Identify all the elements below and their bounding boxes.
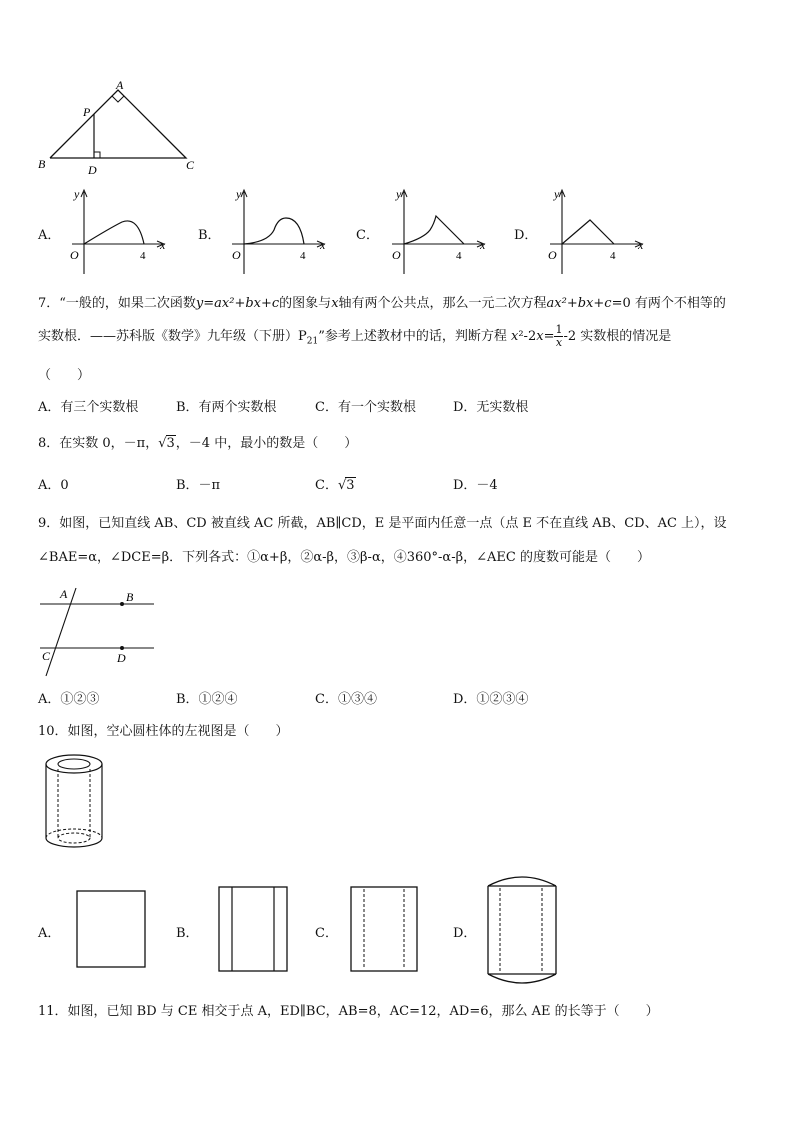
q8-option-d[interactable]: D．－4 xyxy=(453,478,498,493)
hollow-cylinder-figure xyxy=(42,752,112,852)
q6-graph-c xyxy=(382,186,492,276)
label-D: D xyxy=(88,163,97,177)
q7-option-d[interactable]: D．无实数根 xyxy=(453,400,529,415)
label-B: B xyxy=(126,590,134,604)
svg-text:O: O xyxy=(548,248,557,262)
svg-text:4: 4 xyxy=(140,250,146,262)
q7-option-b[interactable]: B．有两个实数根 xyxy=(176,400,277,415)
q10-option-b-figure[interactable] xyxy=(218,886,290,974)
label-C: C xyxy=(42,649,51,663)
q6-option-d-letter[interactable]: D． xyxy=(514,228,538,243)
q10-stem: 10．如图，空心圆柱体的左视图是（ ） xyxy=(38,724,289,739)
q6-option-a-letter[interactable]: A． xyxy=(38,228,61,243)
svg-text:y: y xyxy=(554,187,560,201)
q7-fraction: $\frac{1}{x}$ xyxy=(555,323,563,349)
q10-option-c-figure[interactable] xyxy=(350,886,422,974)
q6-graph-b xyxy=(222,186,332,276)
label-C: C xyxy=(186,158,195,172)
svg-text:y: y xyxy=(236,187,242,201)
svg-text:x: x xyxy=(160,238,166,252)
q6-option-c-letter[interactable]: C． xyxy=(356,228,379,243)
svg-text:x: x xyxy=(320,238,326,252)
q8-option-a[interactable]: A．0 xyxy=(38,478,69,493)
q10-option-c-letter[interactable]: C． xyxy=(315,926,338,941)
svg-text:x: x xyxy=(638,238,644,252)
q7-line1: 7．“一般的，如果二次函数y=ax²+bx+c的图象与x轴有两个公共点，那么一元二次方程ax²+bx+c=0 有两个不相等的 xyxy=(38,296,726,311)
label-B: B xyxy=(38,157,46,171)
q9-line2: ∠BAE=α，∠DCE=β．下列各式：①α+β，②α-β，③β-α，④360°-α-β，∠AEC 的度数可能是（ ） xyxy=(38,550,650,565)
svg-text:4: 4 xyxy=(300,250,306,262)
q10-option-a-letter[interactable]: A． xyxy=(38,926,61,941)
svg-text:O: O xyxy=(70,248,79,262)
label-P: P xyxy=(83,105,91,119)
svg-text:x: x xyxy=(480,238,486,252)
svg-text:O: O xyxy=(232,248,241,262)
q10-option-d-letter[interactable]: D． xyxy=(453,926,477,941)
svg-text:4: 4 xyxy=(456,250,462,262)
label-A: A xyxy=(116,78,124,92)
q10-option-b-letter[interactable]: B． xyxy=(176,926,199,941)
q6-option-b-letter[interactable]: B． xyxy=(198,228,221,243)
q8-option-b[interactable]: B．－π xyxy=(176,478,221,493)
q7-option-c[interactable]: C．有一个实数根 xyxy=(315,400,416,415)
q7-line2: 实数根．——苏科版《数学》九年级（下册）$P_{21}$”参考上述教材中的话，判断方程 x²-2x= $\frac{1}{x}$ -2 实数根的情况是 xyxy=(38,323,672,349)
label-D: D xyxy=(117,651,126,665)
q9-option-b[interactable]: B．①②④ xyxy=(176,692,238,707)
q7-option-a[interactable]: A．有三个实数根 xyxy=(38,400,139,415)
q8-option-c[interactable]: C．√3 xyxy=(315,478,355,493)
q6-graph-a xyxy=(62,186,172,276)
q9-option-c[interactable]: C．①③④ xyxy=(315,692,377,707)
q9-parallel-lines-figure xyxy=(36,584,166,680)
svg-text:4: 4 xyxy=(610,250,616,262)
q10-option-a-figure[interactable] xyxy=(76,890,148,970)
q9-option-d[interactable]: D．①②③④ xyxy=(453,692,529,707)
label-A: A xyxy=(60,587,68,601)
q11-stem: 11．如图，已知 BD 与 CE 相交于点 A，ED∥BC，AB=8，AC=12，AD=6，那么 AE 的长等于（ ） xyxy=(38,1004,659,1019)
svg-text:O: O xyxy=(392,248,401,262)
q8-stem: 8．在实数 0，－π，√3，－4 中，最小的数是（ ） xyxy=(38,436,358,451)
q9-option-a[interactable]: A．①②③ xyxy=(38,692,100,707)
svg-text:y: y xyxy=(396,187,402,201)
svg-text:y: y xyxy=(74,187,80,201)
q9-line1: 9．如图，已知直线 AB、CD 被直线 AC 所截，AB∥CD，E 是平面内任意一点（点 E 不在直线 AB、CD、AC 上），设 xyxy=(38,516,727,531)
q10-option-d-figure[interactable] xyxy=(484,872,560,988)
triangle-figure xyxy=(36,78,206,178)
q7-answer-paren: （ ） xyxy=(38,368,91,383)
q6-graph-d xyxy=(540,186,650,276)
